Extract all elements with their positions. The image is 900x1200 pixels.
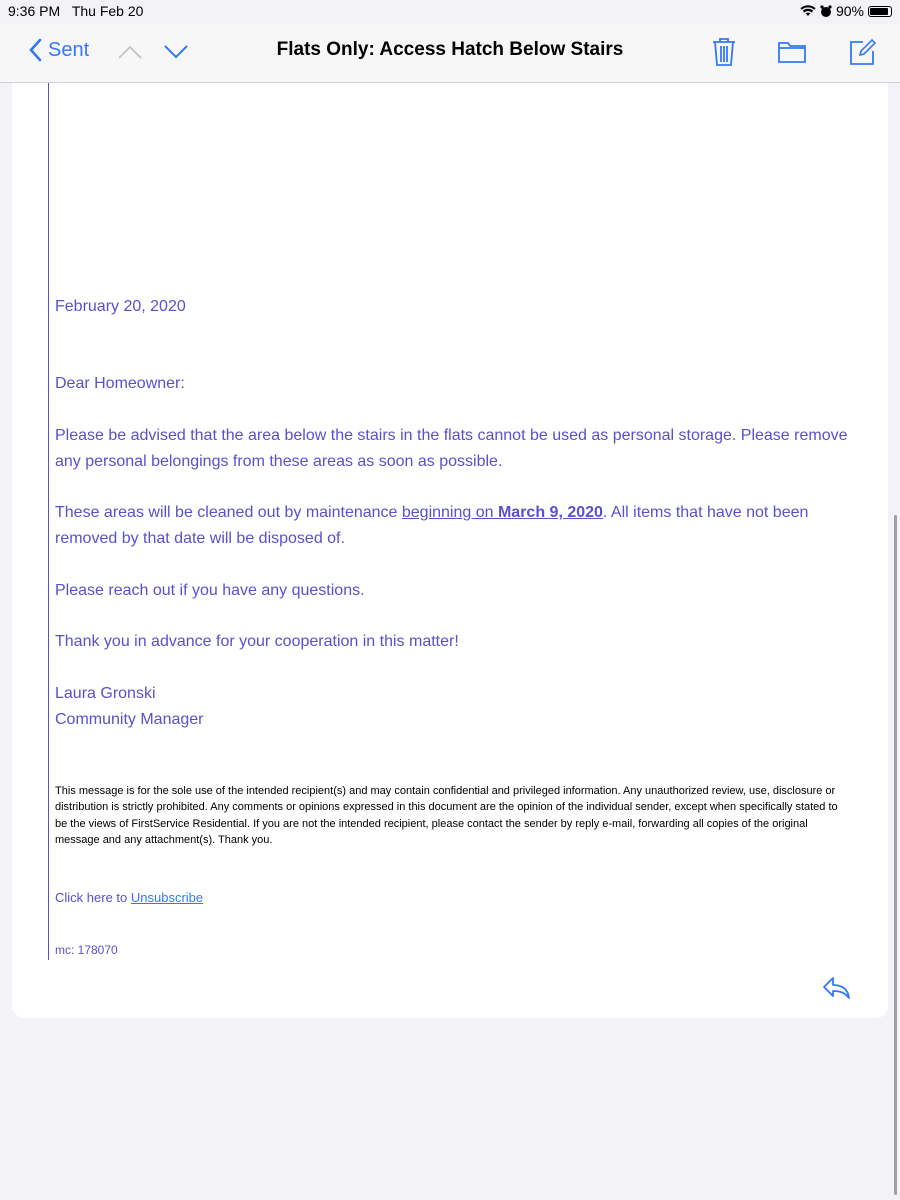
greeting: Dear Homeowner: [55,375,185,392]
wifi-icon [800,5,816,17]
paragraph-storage-notice: Please be advised that the area below the stairs in the flats cannot be used as personal storage. Please remove any personal belongings from these areas as soon as possible. [55,427,848,470]
compose-icon[interactable] [848,38,876,66]
email-body [12,83,888,1018]
reply-icon[interactable] [822,976,852,1000]
disclaimer: This message is for the sole use of the intended recipient(s) and may contain confidential and privileged information. Any unauthorized review, use, disclosure or distribution is strictly prohibited. Any comments or opinions expressed in this document are the opinion of the individual sender, except when specifically stated to be the views of FirstService Residential. If you are not the intended recipient, please contact the sender by reply e-mail, forwarding all copies of the original message and any attachment(s). Thank you. [55,785,838,847]
status-date: Thu Feb 20 [71,3,144,19]
nav-bar [0,24,900,83]
quote-bar [48,83,49,960]
status-time: 9:36 PM [8,3,61,19]
folder-icon[interactable] [777,40,807,64]
paragraph-thanks: Thank you in advance for your cooperation in this matter! [55,633,459,650]
battery-percent: 90% [835,3,864,19]
paragraph-questions: Please reach out if you have any questions. [55,582,365,599]
letter-date: February 20, 2020 [55,298,186,315]
trash-icon[interactable] [712,37,736,67]
unsubscribe-link[interactable]: Unsubscribe [130,890,204,905]
scrollbar[interactable] [894,515,897,1195]
unsubscribe-line: Click here to Unsubscribe [55,890,204,905]
alarm-icon [820,5,832,18]
mc-code: mc: 178070 [55,943,118,957]
page-title: Flats Only: Access Hatch Below Stairs [276,39,624,60]
status-time-date [8,3,143,19]
back-label: Sent [48,38,90,61]
sender-name: Laura Gronski [55,685,156,702]
paragraph-cleanout-date: These areas will be cleaned out by maintenance beginning on March 9, 2020. All items that have not been removed by that date will be disposed of. [55,504,809,547]
sender-title: Community Manager [55,711,204,728]
battery-icon [868,6,892,17]
status-bar [0,0,900,24]
